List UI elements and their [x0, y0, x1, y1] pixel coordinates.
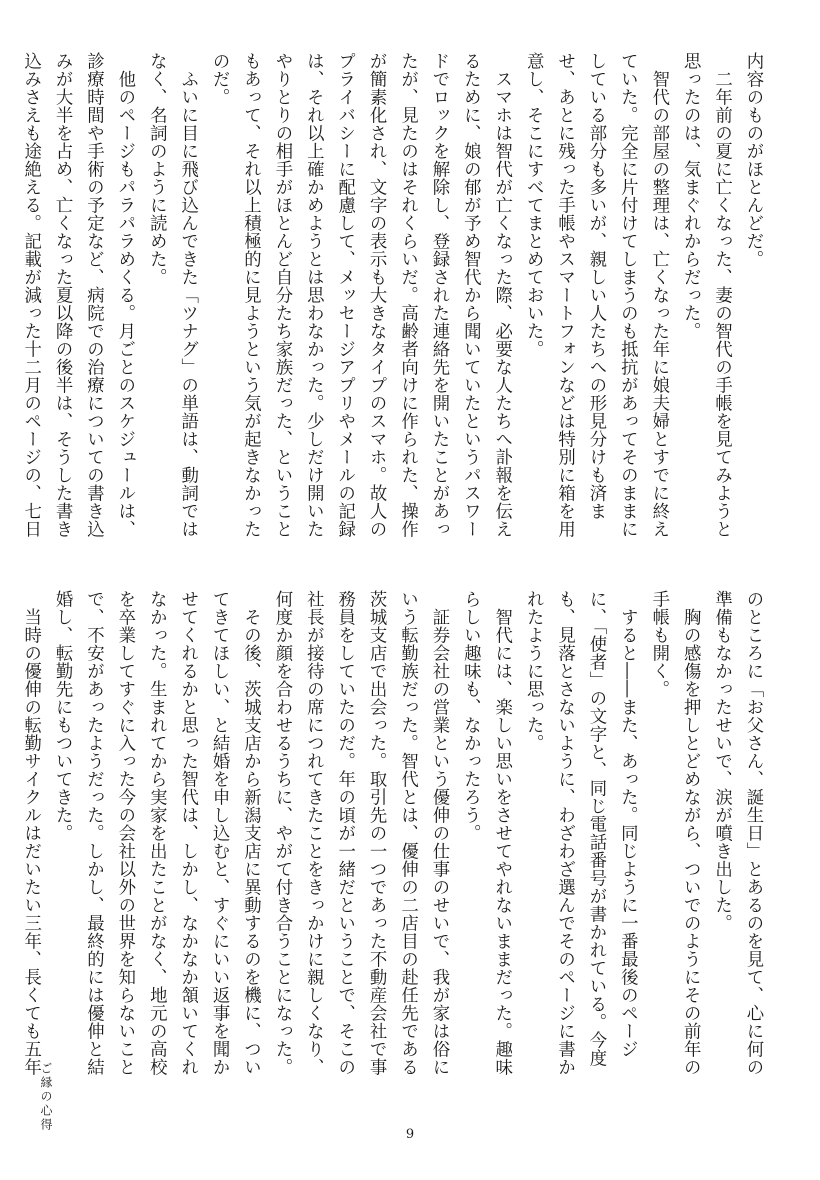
upper-text-column-4: 智代の部屋の整理は、亡くなった年に娘夫婦とすでに終え — [648, 52, 669, 538]
text-block-lower — [14, 590, 768, 1110]
upper-text-column-24: 込みさえも途絶える。記載が減った十二月のページの、七日 — [20, 52, 41, 538]
lower-text-column-16: 何度か顔を合わせるうちに、やがて付き合うことになった。 — [271, 590, 292, 1076]
lower-text-column-10: らしい趣味も、なかったろう。 — [460, 590, 481, 842]
lower-text-column-24: 当時の優伸の転勤サイクルはだいたい三年、長くても五年 — [20, 590, 41, 1076]
upper-text-column-15: は、それ以上確かめようとは思わなかった。少しだけ開いた — [303, 52, 324, 538]
upper-text-column-23: みが大半を占め、亡くなった夏以降の後半は、そうした書き — [52, 52, 73, 538]
lower-text-column-20: なかった。生まれてから実家を出たことがなく、地元の高校 — [146, 590, 167, 1076]
lower-text-column-22: で、不安があったようだった。しかし、最終的には優伸と結 — [83, 590, 104, 1076]
lower-text-column-15: 社長が接待の席につれてきたことをきっかけに親しくなり、 — [303, 590, 324, 1076]
upper-text-column-19: ふいに目に飛び込んできた「ツナグ」の単語は、動詞では — [177, 52, 198, 538]
upper-text-column-11: ドでロックを解除し、登録された連絡先を開いたことがあっ — [428, 52, 449, 538]
upper-text-column-16: やりとりの相手がほとんど自分たち家族だった、ということ — [271, 52, 292, 538]
upper-text-column-9: スマホは智代が亡くなった際、必要な人たちへ訃報を伝え — [491, 52, 512, 538]
upper-text-column-18: のだ。 — [209, 52, 230, 106]
lower-text-column-2: 準備もなかったせいで、涙が噴き出した。 — [711, 590, 732, 932]
lower-text-column-5: すると――また、あった。同じように一番最後のページ — [617, 590, 638, 1058]
lower-text-column-4: 手帳も開く。 — [648, 590, 669, 698]
upper-text-column-6: している部分も多いが、親しい人たちへの形見分けも済ま — [585, 52, 606, 520]
lower-text-column-3: 胸の感傷を押しとどめながら、ついでのようにその前年の — [680, 590, 701, 1076]
upper-text-column-20: なく、名詞のように読めた。 — [146, 52, 167, 286]
upper-text-column-17: もあって、それ以上積極的に見ようという気が起きなかった — [240, 52, 261, 538]
upper-text-column-12: たが、見たのはそれくらいだ。高齢者向けに作られた、操作 — [397, 52, 418, 538]
lower-text-column-9: 智代には、楽しい思いをさせてやれないままだった。趣味 — [491, 590, 512, 1076]
upper-text-column-3: 思ったのは、気まぐれからだった。 — [680, 52, 701, 340]
lower-text-column-1: のところに「お父さん、誕生日」とあるのを見て、心に何の — [743, 590, 763, 1076]
lower-text-column-11: 証券会社の営業という優伸の仕事のせいで、我が家は俗に — [428, 590, 449, 1076]
lower-text-column-14: 務員をしていたのだ。年の頃が一緒だということで、そこの — [334, 590, 355, 1076]
lower-text-column-19: せてくれるかと思った智代は、しかし、なかなか頷いてくれ — [177, 590, 198, 1076]
lower-text-column-13: 茨城支店で出会った。取引先の一つであった不動産会社で事 — [366, 590, 387, 1076]
upper-text-column-8: 意し、そこにすべてまとめておいた。 — [523, 52, 544, 358]
page-number: 9 — [405, 1127, 415, 1142]
lower-text-column-8: れたように思った。 — [523, 590, 544, 752]
upper-text-column-21: 他のページもパラパラめくる。月ごとのスケジュールは、 — [114, 52, 135, 538]
lower-text-column-18: てきてほしい、と結婚を申し込むと、すぐにいい返事を聞か — [209, 590, 230, 1076]
lower-text-column-17: その後、茨城支店から新潟支店に異動するのを機に、つい — [240, 590, 261, 1076]
upper-text-column-1: 内容のものがほとんどだ。 — [743, 52, 763, 268]
upper-text-column-22: 診療時間や手術の予定など、病院での治療についての書き込 — [83, 52, 104, 538]
running-footer-title: ご縁の心得 — [39, 1062, 53, 1132]
lower-text-column-23: 婚し、転勤先にもついてきた。 — [52, 590, 73, 842]
upper-text-column-2: 二年前の夏に亡くなった、妻の智代の手帳を見てみようと — [711, 52, 732, 538]
upper-text-column-7: せ、あとに残った手帳やスマートフォンなどは特別に箱を用 — [554, 52, 575, 538]
upper-text-column-5: ていた。完全に片付けてしまうのも抵抗があってそのままに — [617, 52, 638, 538]
upper-text-column-10: るために、娘の郁が予め智代から聞いていたというパスワー — [460, 52, 481, 538]
lower-text-column-12: いう転勤族だった。智代とは、優伸の二店目の赴任先である — [397, 590, 418, 1076]
lower-text-column-21: を卒業してすぐに入った今の会社以外の世界を知らないこと — [114, 590, 135, 1076]
lower-text-column-6: に、「使者」の文字と、同じ電話番号が書かれている。今度 — [585, 590, 606, 1068]
lower-text-column-7: も、見落とさないように、わざわざ選んでそのページに書か — [554, 590, 575, 1076]
upper-text-column-13: が簡素化され、文字の表示も大きなタイプのスマホ。故人の — [366, 52, 387, 538]
upper-text-column-14: プライバシーに配慮して、メッセージアプリやメールの記録 — [334, 52, 355, 538]
text-block-upper — [14, 52, 768, 572]
